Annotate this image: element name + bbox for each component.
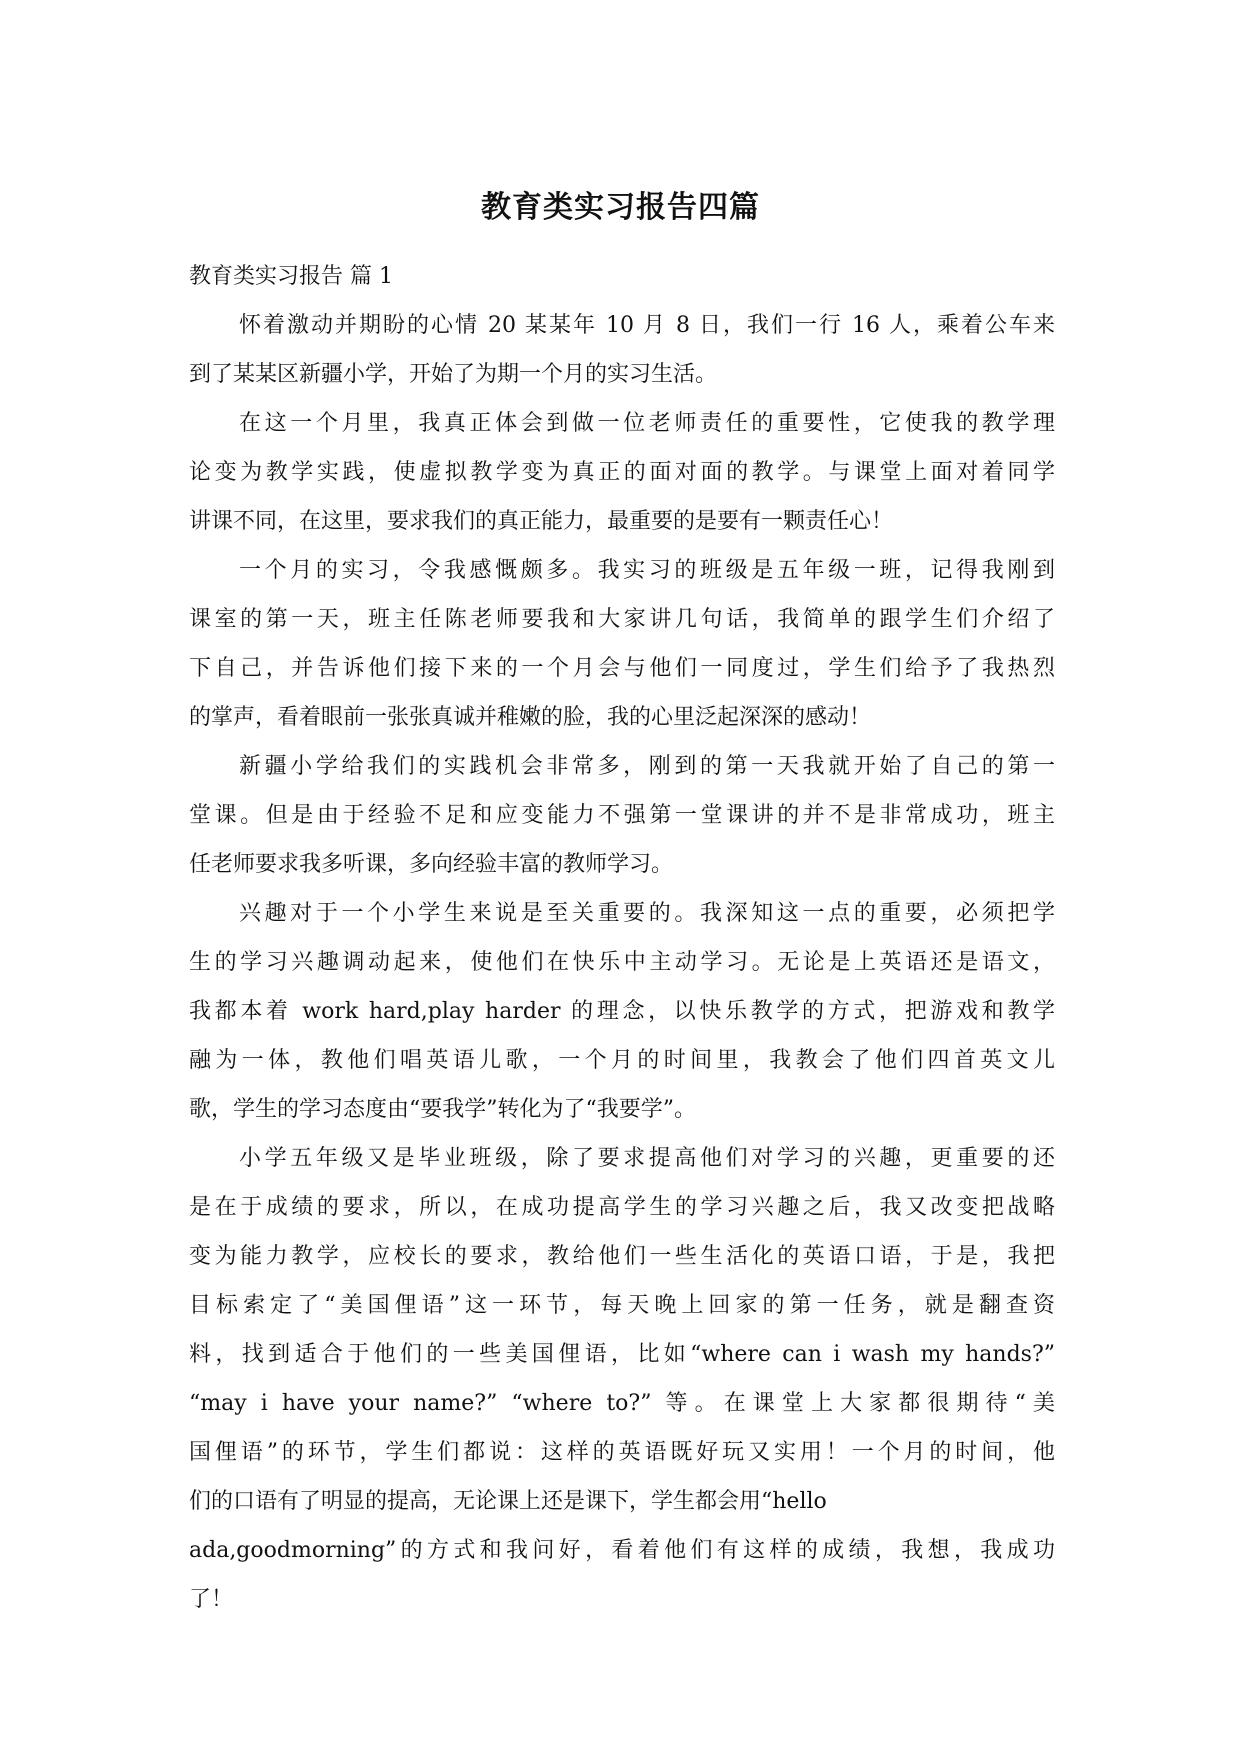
paragraph-line: 小学五年级又是毕业班级，除了要求提高他们对学习的兴趣，更重要的还 bbox=[239, 1146, 1055, 1171]
paragraph-line: 下自己，并告诉他们接下来的一个月会与他们一同度过，学生们给予了我热烈 bbox=[189, 656, 1055, 681]
paragraph-line: 任老师要求我多听课，多向经验丰富的教师学习。 bbox=[189, 852, 674, 877]
paragraph-line: 了！ bbox=[189, 1587, 234, 1612]
paragraph-line: 论变为教学实践，使虚拟教学变为真正的面对面的教学。与课堂上面对着同学 bbox=[189, 460, 1055, 485]
paragraph-line: 是在于成绩的要求，所以，在成功提高学生的学习兴趣之后，我又改变把战略 bbox=[189, 1195, 1055, 1220]
document-body bbox=[189, 252, 1055, 1624]
paragraph-line: 堂课。但是由于经验不足和应变能力不强第一堂课讲的并不是非常成功，班主 bbox=[189, 803, 1055, 828]
paragraph-line: 到了某某区新疆小学，开始了为期一个月的实习生活。 bbox=[189, 362, 718, 387]
paragraph-line: 目标索定了“美国俚语”这一环节，每天晚上回家的第一任务，就是翻查资 bbox=[189, 1293, 1055, 1318]
paragraph-line: 们的口语有了明显的提高，无论课上还是课下，学生都会用“hello bbox=[189, 1489, 827, 1514]
paragraph-line: 变为能力教学，应校长的要求，教给他们一些生活化的英语口语，于是，我把 bbox=[189, 1244, 1055, 1269]
paragraph-line: 的掌声，看着眼前一张张真诚并稚嫩的脸，我的心里泛起深深的感动！ bbox=[189, 705, 872, 730]
paragraph-line: ada,goodmorning”的方式和我问好，看着他们有这样的成绩，我想，我成功 bbox=[189, 1538, 1055, 1563]
paragraph-line: 生的学习兴趣调动起来，使他们在快乐中主动学习。无论是上英语还是语文， bbox=[189, 950, 1055, 975]
paragraph-line: 一个月的实习，令我感慨颇多。我实习的班级是五年级一班，记得我刚到 bbox=[239, 558, 1055, 583]
paragraph-line: 在这一个月里，我真正体会到做一位老师责任的重要性，它使我的教学理 bbox=[239, 411, 1055, 436]
section-heading: 教育类实习报告 篇 1 bbox=[189, 264, 393, 289]
paragraph-line: 国俚语”的环节，学生们都说：这样的英语既好玩又实用！一个月的时间，他 bbox=[189, 1440, 1055, 1465]
paragraph-line: 融为一体，教他们唱英语儿歌，一个月的时间里，我教会了他们四首英文儿 bbox=[189, 1048, 1055, 1073]
paragraph-line: 怀着激动并期盼的心情 20 某某年 10 月 8 日，我们一行 16 人，乘着公车来 bbox=[239, 313, 1055, 338]
document-title: 教育类实习报告四篇 bbox=[481, 190, 760, 225]
paragraph-line: “may i have your name?” “where to?” 等。在课堂上大家都很期待“美 bbox=[189, 1391, 1055, 1416]
paragraph-line: 料，找到适合于他们的一些美国俚语，比如“where can i wash my hands?” bbox=[189, 1342, 1055, 1367]
paragraph-line: 我都本着 work hard,play harder 的理念，以快乐教学的方式，把游戏和教学 bbox=[189, 999, 1055, 1024]
paragraph-line: 讲课不同，在这里，要求我们的真正能力，最重要的是要有一颗责任心！ bbox=[189, 509, 894, 534]
paragraph-line: 新疆小学给我们的实践机会非常多，刚到的第一天我就开始了自己的第一 bbox=[239, 754, 1055, 779]
paragraph-line: 课室的第一天，班主任陈老师要我和大家讲几句话，我简单的跟学生们介绍了 bbox=[189, 607, 1055, 632]
paragraph-line: 歌，学生的学习态度由“要我学”转化为了“我要学”。 bbox=[189, 1097, 696, 1122]
paragraph-line: 兴趣对于一个小学生来说是至关重要的。我深知这一点的重要，必须把学 bbox=[239, 901, 1055, 926]
